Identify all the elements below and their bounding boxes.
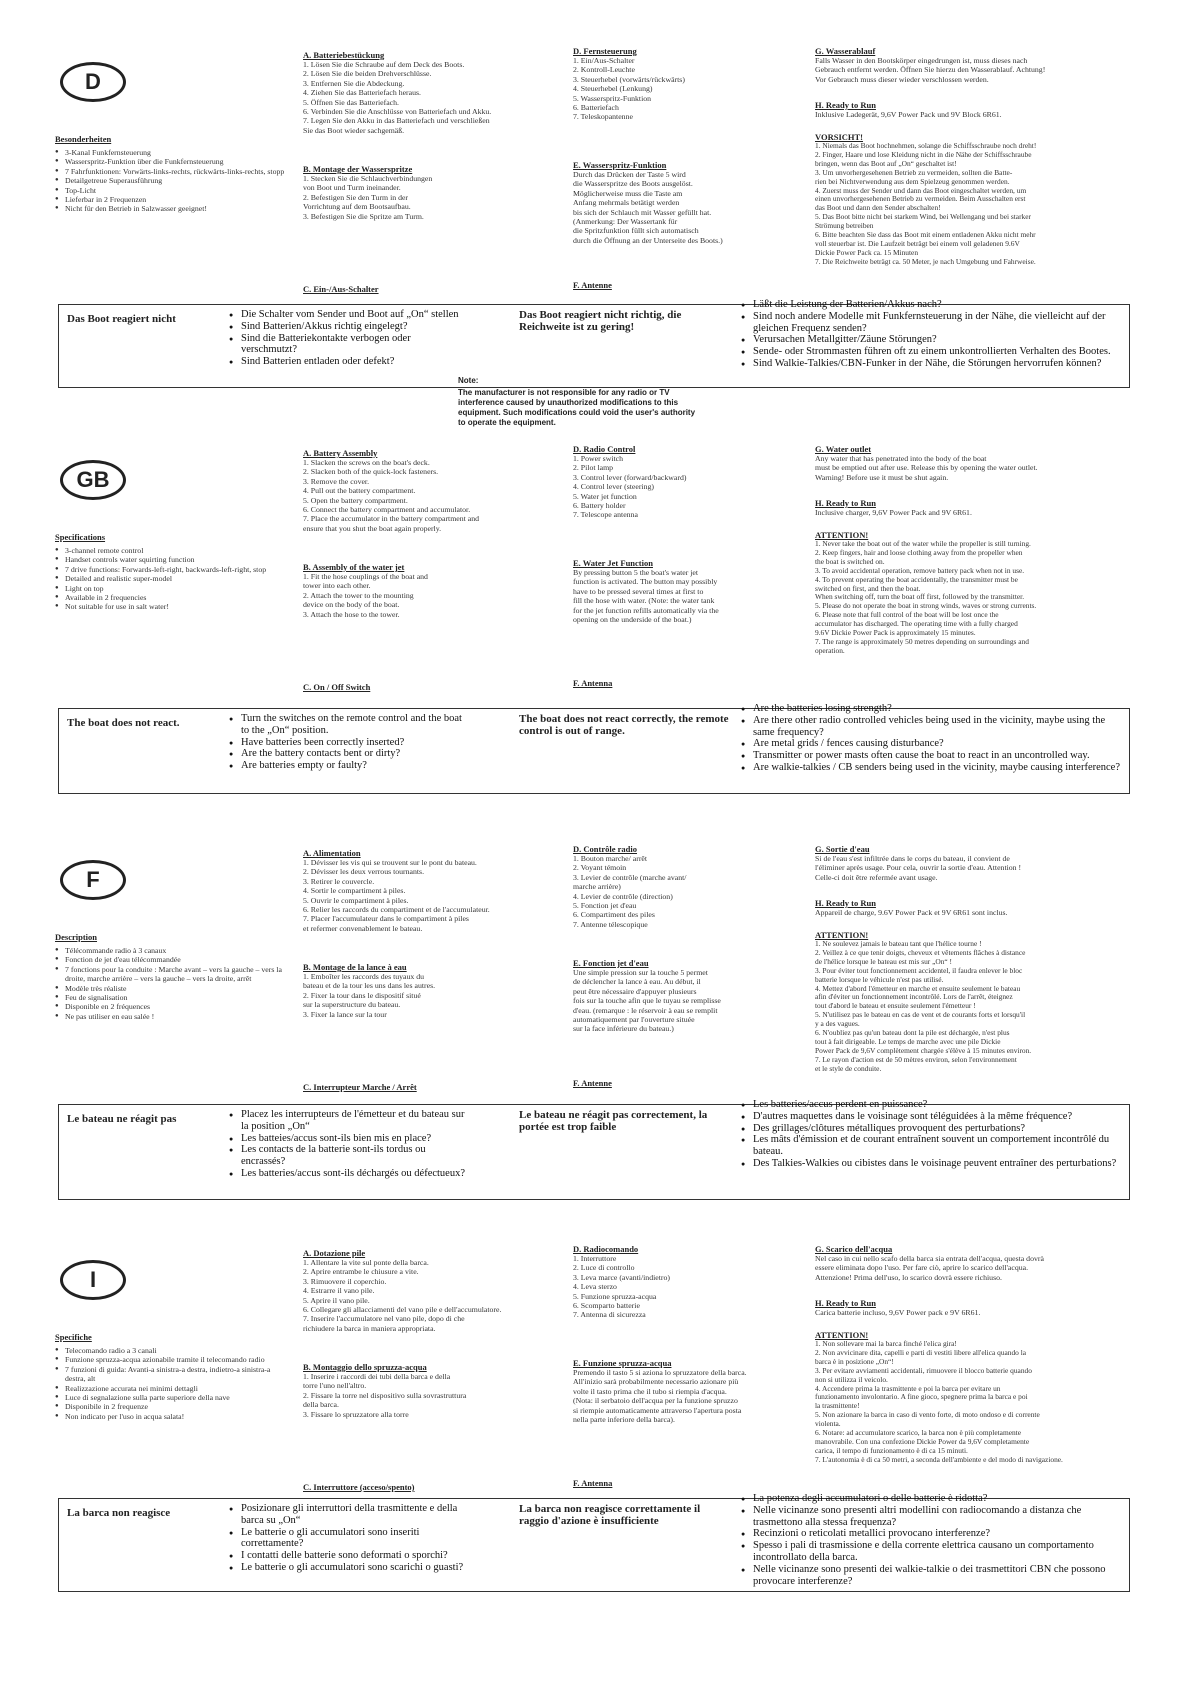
spec-item: ● 3-Kanal Funkfernsteuerung <box>55 148 285 157</box>
spec-item: ● Handset controls water squirting function <box>55 555 285 564</box>
specifications-title: Description <box>55 932 98 942</box>
section-a-text: 1. Lösen Sie die Schraube auf dem Deck des Boots. 2. Lösen Sie die beiden Drehverschlüsse. 3. Entfernen Sie die Abdeckung. 4. Ziehen Sie das Batteriefach heraus. 5. Öffnen Sie das Batteriefach. 6. Verbinden Sie die Anschlüsse von Batteriefach und Akku. 7. Legen Sie den Akku in das Batteriefach und verschließen Sie das Boot wieder sachgemäß. <box>303 60 492 135</box>
trouble-item: ● Les batteies/accus sont-ils bien mis en place? <box>229 1133 469 1145</box>
section-e-title: E. Funzione spruzza-acqua <box>573 1358 672 1368</box>
section-a-text: 1. Dévisser les vis qui se trouvent sur le pont du bateau. 2. Dévisser les deux verrous tournants. 3. Retirer le couvercle. 4. Sortir le compartiment à piles. 5. Ouvrir le compartiment à piles. 6. Relier les raccords du compartiment et de l'accumulateur. 7. Placer l'accumulateur dans le compartiment à piles et refermer convenablement le bateau. <box>303 858 490 933</box>
trouble-item: ● Recinzioni o reticolati metallici provocano interferenze? <box>741 1528 1121 1540</box>
trouble-item: ● Sind Walkie-Talkies/CBN-Funker in der Nähe, die Störungen hervorrufen können? <box>741 358 1121 370</box>
trouble-item: ● Sind Batterien entladen oder defekt? <box>229 356 469 368</box>
section-d-title: D. Radio Control <box>573 444 636 454</box>
section-b-text: 1. Emboîter les raccords des tuyaux du bateau et de la tour les uns dans les autres. 2. Fixer la tour dans le dispositif situé sur la superstructure du bateau. 3. Fixer la lance sur la tour <box>303 972 436 1019</box>
specifications-title: Specifiche <box>55 1332 92 1342</box>
spec-item: ● Disponibile in 2 frequenze <box>55 1402 285 1411</box>
section-a-title: A. Dotazione pile <box>303 1248 366 1258</box>
trouble-item: ● Are the battery contacts bent or dirty? <box>229 748 469 760</box>
section-a-text: 1. Allentare la vite sul ponte della barca. 2. Aprire entrambe le chiusure a vite. 3. Rimuovere il coperchio. 4. Estrarre il vano pile. 5. Aprire il vano pile. 6. Collegare gli allacciamenti del vano pile e dell'accumulatore. 7. Inserire l'accumulatore nel vano pile, dopo di che richiudere la barca in maniera appropriata. <box>303 1258 502 1333</box>
section-g-title: G. Scarico dell'acqua <box>815 1244 893 1254</box>
trouble-item: ● Transmitter or power masts often cause the boat to react in an uncontrolled way. <box>741 750 1121 762</box>
section-g-title: G. Sortie d'eau <box>815 844 870 854</box>
section-h-text: Inklusive Ladegerät, 9,6V Power Pack und 9V Block 6R61. <box>815 110 1002 119</box>
section-a-text: 1. Slacken the screws on the boat's deck. 2. Slacken both of the quick-lock fasteners. 3. Remove the cover. 4. Pull out the battery compartment. 5. Open the battery compartment. 6. Connect the battery compartment and accumulator. 7. Place the accumulator in the battery compartment and ensure that you shut the boat again properly. <box>303 458 480 533</box>
section-d-title: D. Contrôle radio <box>573 844 637 854</box>
section-g-title: G. Wasserablauf <box>815 46 876 56</box>
trouble-list-range <box>741 703 1121 774</box>
section-b-title: B. Assembly of the water jet <box>303 562 405 572</box>
section-g-text: Any water that has penetrated into the body of the boat must be emptied out after use. Release this by opening the water outlet. Warning! Before use it must be shut again. <box>815 454 1038 482</box>
section-g-title: G. Water outlet <box>815 444 872 454</box>
trouble-item: ● Are metal grids / fences causing disturbance? <box>741 738 1121 750</box>
trouble-item: ● Sind noch andere Modelle mit Funkfernsteuerung in der Nähe, die vielleicht auf der gleichen Frequenz senden? <box>741 311 1121 335</box>
trouble-item: ● Les contacts de la batterie sont-ils tordus ou encrassés? <box>229 1144 469 1168</box>
section-g-text: Falls Wasser in den Bootskörper eingedrungen ist, muss dieses nach Gebrauch entfernt werden. Öffnen Sie hierzu den Wasserablauf. Achtung! Vor Gebrauch muss dieser wieder verschlossen werden. <box>815 56 1046 84</box>
section-b-title: B. Montage de la lance à eau <box>303 962 407 972</box>
note-text: The manufacturer is not responsible for any radio or TV interference caused by unauthorized modifications to this equipment. Such modifications could void the user's authority to operate the equipment. <box>458 388 696 427</box>
trouble-label-range: The boat does not react correctly, the remote control is out of range. <box>519 713 729 737</box>
spec-item: ● Disponible en 2 fréquences <box>55 1002 285 1011</box>
section-b-text: 1. Stecken Sie die Schlauchverbindungen von Boot und Turm ineinander. 2. Befestigen Sie den Turm in der Vorrichtung auf dem Bootsaufbau. 3. Befestigen Sie die Spritze am Turm. <box>303 174 433 221</box>
trouble-list-range <box>741 1099 1121 1170</box>
specifications-title: Besonderheiten <box>55 134 112 144</box>
trouble-item: ● Turn the switches on the remote control and the boat to the „On“ position. <box>229 713 469 737</box>
specifications-list <box>55 148 285 214</box>
trouble-item: ● I contatti delle batterie sono deformati o sporchi? <box>229 1550 469 1562</box>
section-f-title: F. Antenne <box>573 1078 612 1088</box>
spec-item: ● Available in 2 frequencies <box>55 593 285 602</box>
trouble-item: ● Die Schalter vom Sender und Boot auf „On“ stellen <box>229 309 469 321</box>
spec-item: ● Light on top <box>55 584 285 593</box>
trouble-item: ● Sind die Batteriekontakte verbogen oder verschmutzt? <box>229 333 469 357</box>
attention-title: ATTENTION! <box>815 930 869 940</box>
section-f-title: F. Antenna <box>573 1478 613 1488</box>
trouble-item: ● Verursachen Metallgitter/Zäune Störungen? <box>741 334 1121 346</box>
note-title: Note: <box>458 376 479 385</box>
section-d-text: 1. Power switch 2. Pilot lamp 3. Control lever (forward/backward) 4. Control lever (steering) 5. Water jet function 6. Battery holder 7. Telescope antenna <box>573 454 687 520</box>
trouble-item: ● Are the batteries losing strength? <box>741 703 1121 715</box>
section-b-title: B. Montaggio dello spruzza-acqua <box>303 1362 427 1372</box>
spec-item: ● Wasserspritz-Funktion über die Funkfernsteuerung <box>55 157 285 166</box>
attention-text: 1. Non sollevare mai la barca finché l'elica gira! 2. Non avvicinare dita, capelli e parti di vestiti libere all'elica quando la barca è in posizione „On“! 3. Per evitare avviamenti accidentali, rimuovere il blocco batterie quando non si utilizza il veicolo. 4. Accendere prima la trasmittente e poi la barca per evitare un funzionamento involontario. A fine gioco, spegnere prima la barca e poi la trasmittente! 5. Non azionare la barca in caso di vento forte, di moto ondoso e di corrente violenta. 6. Notare: ad accumulatore scarico, la barca non è più completamente manovrabile. Con una confezione Dickie Power da 9,6V completamente carica, il tempo di funzionamento è di ca 15 minuti. 7. L'autonomia è di ca 50 metri, a seconda dell'ambiente e del modo di navigazione. <box>815 1339 1063 1464</box>
section-e-title: E. Fonction jet d'eau <box>573 958 649 968</box>
spec-item: ● Luce di segnalazione sulla parte superiore della nave <box>55 1393 285 1402</box>
section-b-title: B. Montage der Wasserspritze <box>303 164 413 174</box>
section-h-text: Appareil de charge, 9.6V Power Pack et 9V 6R61 sont inclus. <box>815 908 1008 917</box>
spec-item: ● 7 Fahrfunktionen: Vorwärts-links-rechts, rückwärts-links-rechts, stopp <box>55 167 285 176</box>
trouble-label-range: Das Boot reagiert nicht richtig, die Reichweite ist zu gering! <box>519 309 682 333</box>
trouble-label-range: La barca non reagisce correttamente il raggio d'azione è insufficiente <box>519 1503 701 1527</box>
troubleshooting-box <box>58 1099 1130 1200</box>
section-g-text: Nel caso in cui nello scafo della barca sia entrata dell'acqua, questa dovrà essere eliminata dopo l'uso. Per fare ciò, aprire lo scarico dell'acqua. Attenzione! Prima dell'uso, lo scarico dovrà essere richiuso. <box>815 1254 1044 1282</box>
language-badge: D <box>60 62 126 102</box>
spec-item: ● Télécommande radio à 3 canaux <box>55 946 285 955</box>
trouble-item: ● Des Talkies-Walkies ou cibistes dans le voisinage peuvent entraîner des perturbations? <box>741 1158 1121 1170</box>
section-a-title: A. Batteriebestückung <box>303 50 385 60</box>
trouble-item: ● Have batteries been correctly inserted? <box>229 737 469 749</box>
attention-text: 1. Ne soulevez jamais le bateau tant que l'hélice tourne ! 2. Veillez à ce que tenir doigts, cheveux et vêtements flâches à distance de l'hélice lorsque le bateau est mis sur „On“ ! 3. Pour éviter tout fonctionnement accidentel, il faudra enlever le bloc batterie lorsque le véhicule n'est pas utilisé. 4. Mettez d'abord l'émetteur en marche et ensuite seulement le bateau afin d'éviter un fonctionnement incontrôlé. Lors de l'arrêt, éteignez tout d'abord le bateau et ensuite seulement l'émetteur ! 5. N'utilisez pas le bateau en cas de vent et de courants forts et lorsqu'il y a des vagues. 6. N'oubliez pas qu'un bateau dont la pile est déchargée, n'est plus tout à fait dirigeable. Le temps de marche avec une pile Dickie Power Pack de 9,6V complètement chargée s'élève à 15 minutes environ. 7. Le rayon d'action est de 50 mètres environ, selon l'environnement et le style de conduite. <box>815 939 1032 1073</box>
spec-item: ● Lieferbar in 2 Frequenzen <box>55 195 285 204</box>
section-d-text: 1. Bouton marche/ arrêt 2. Voyant témoin 3. Levier de contrôle (marche avant/ marche arrière) 4. Levier de contrôle (direction) 5. Fonction jet d'eau 6. Compartiment des piles 7. Antenne télescopique <box>573 854 687 929</box>
spec-item: ● Fonction de jet d'eau télécommandée <box>55 955 285 964</box>
spec-item: ● Modèle très réaliste <box>55 984 285 993</box>
spec-item: ● Detailgetreue Superausführung <box>55 176 285 185</box>
trouble-item: ● Nelle vicinanze sono presenti altri modellini con radiocomando a distanza che trasmettono alla stessa frequenza? <box>741 1505 1121 1529</box>
section-d-title: D. Radiocomando <box>573 1244 639 1254</box>
spec-item: ● Not suitable for use in salt water! <box>55 602 285 611</box>
trouble-list-range <box>741 299 1121 370</box>
trouble-item: ● La potenza degli accumulatori o delle batterie è ridotta? <box>741 1493 1121 1505</box>
section-c-title: C. Interruttore (acceso/spento) <box>303 1482 415 1492</box>
trouble-list-no-reaction <box>229 1503 469 1574</box>
section-c-title: C. Interrupteur Marche / Arrêt <box>303 1082 417 1092</box>
section-c-title: C. Ein-/Aus-Schalter <box>303 284 379 294</box>
section-h-title: H. Ready to Run <box>815 898 876 908</box>
trouble-item: ● Sende- oder Strommasten führen oft zu einem unkontrollierten Verhalten des Bootes. <box>741 346 1121 358</box>
spec-item: ● 7 drive functions: Forwards-left-right, backwards-left-right, stop <box>55 565 285 574</box>
section-e-text: Premendo il tasto 5 si aziona lo spruzzatore della barca. All'inizio sarà probabilmente necessario azionare più volte il tasto prima che il tubo si riempia d'acqua. (Nota: il serbatoio dell'acqua per la funzione spruzzo si riempie automaticamente attraverso l'apertura posta nella parte inferiore della barca). <box>573 1368 747 1425</box>
spec-item: ● 7 funzioni di guida: Avanti-a sinistra-a destra, indietro-a sinistra-a destra, alt <box>55 1365 285 1384</box>
trouble-item: ● Des grillages/clôtures métalliques provoquent des perturbations? <box>741 1123 1121 1135</box>
section-d-title: D. Fernsteuerung <box>573 46 637 56</box>
trouble-list-no-reaction <box>229 713 469 772</box>
spec-item: ● Ne pas utiliser en eau salée ! <box>55 1012 285 1021</box>
specifications-title: Specifications <box>55 532 106 542</box>
section-e-title: E. Wasserspritz-Funktion <box>573 160 667 170</box>
trouble-item: ● Spesso i pali di trasmissione e della corrente elettrica causano un comportamento incontrollato della barca. <box>741 1540 1121 1564</box>
section-d-text: 1. Interruttore 2. Luce di controllo 3. Leva marce (avanti/indietro) 4. Leva sterzo 5. Funzione spruzza-acqua 6. Scomparto batterie 7. Antenna di sicurezza <box>573 1254 670 1320</box>
trouble-item: ● Placez les interrupteurs de l'émetteur et du bateau sur la position „On“ <box>229 1109 469 1133</box>
section-h-title: H. Ready to Run <box>815 498 876 508</box>
trouble-item: ● Le batterie o gli accumulatori sono scarichi o guasti? <box>229 1562 469 1574</box>
language-badge: I <box>60 1260 126 1300</box>
trouble-list-no-reaction <box>229 309 469 368</box>
attention-title: ATTENTION! <box>815 1330 869 1340</box>
section-a-title: A. Battery Assembly <box>303 448 378 458</box>
specifications-list <box>55 1346 285 1421</box>
trouble-list-no-reaction <box>229 1109 469 1180</box>
section-e-text: Durch das Drücken der Taste 5 wird die Wasserspritze des Boots ausgelöst. Möglicherweise muss die Taste am Anfang mehrmals betätigt werden bis sich der Schlauch mit Wasser gefüllt hat. (Anmerkung: Der Wassertank für die Spritzfunktion füllt sich automatisch durch die Öffnung an der Unterseite des Boots.) <box>573 170 723 245</box>
spec-item: ● Telecomando radio a 3 canali <box>55 1346 285 1355</box>
trouble-item: ● Nelle vicinanze sono presenti dei walkie-talkie o dei trasmettitori CBN che possono provocare interferenze? <box>741 1564 1121 1588</box>
section-h-title: H. Ready to Run <box>815 100 876 110</box>
spec-item: ● Realizzazione accurata nei minimi dettagli <box>55 1384 285 1393</box>
trouble-item: ● Les batteries/accus sont-ils déchargés ou défectueux? <box>229 1168 469 1180</box>
spec-item: ● Funzione spruzza-acqua azionabile tramite il telecomando radio <box>55 1355 285 1364</box>
specifications-list <box>55 946 285 1021</box>
attention-title: ATTENTION! <box>815 530 869 540</box>
spec-item: ● Feu de signalisation <box>55 993 285 1002</box>
troubleshooting-box <box>58 299 1130 388</box>
trouble-label-no-reaction: Das Boot reagiert nicht <box>67 313 176 325</box>
section-g-text: Si de l'eau s'est infiltrée dans le corps du bateau, il convient de l'éliminer après usage. Pour cela, ouvrir la sortie d'eau. Attention ! Celle-ci doit être refermée avant usage. <box>815 854 1022 882</box>
section-e-title: E. Water Jet Function <box>573 558 653 568</box>
trouble-item: ● Le batterie o gli accumulatori sono inseriti correttamente? <box>229 1527 469 1551</box>
spec-item: ● Detailed and realistic super-model <box>55 574 285 583</box>
trouble-item: ● Läßt die Leistung der Batterien/Akkus nach? <box>741 299 1121 311</box>
troubleshooting-box <box>58 1493 1130 1592</box>
attention-title: VORSICHT! <box>815 132 864 142</box>
section-e-text: By pressing button 5 the boat's water jet function is activated. The button may possibly have to be pressed several times at first to fill the hose with water. (Note: the water tank for the jet function refills automatically via the opening on the underside of the boat.) <box>573 568 719 625</box>
section-a-title: A. Alimentation <box>303 848 361 858</box>
section-f-title: F. Antenna <box>573 678 613 688</box>
trouble-item: ● Are batteries empty or faulty? <box>229 760 469 772</box>
trouble-item: ● D'autres maquettes dans le voisinage sont téléguidées à la même fréquence? <box>741 1111 1121 1123</box>
specifications-list <box>55 546 285 612</box>
section-b-text: 1. Fit the hose couplings of the boat and tower into each other. 2. Attach the tower to the mounting device on the body of the boat. 3. Attach the hose to the tower. <box>303 572 428 619</box>
language-badge: F <box>60 860 126 900</box>
trouble-item: ● Les mâts d'émission et de courant entraînent souvent un comportement incontrôlé du bateau. <box>741 1134 1121 1158</box>
spec-item: ● 3-channel remote control <box>55 546 285 555</box>
section-e-text: Une simple pression sur la touche 5 permet de déclencher la lance à eau. Au début, il peut être nécessaire d'appuyer plusieurs fois sur la touche afin que le tuyau se remplisse d'eau. (remarque : le réservoir à eau se remplit automatiquement par l'ouverture située sur la face inférieure du bateau.) <box>573 968 721 1034</box>
trouble-label-no-reaction: The boat does not react. <box>67 717 180 729</box>
section-c-title: C. On / Off Switch <box>303 682 371 692</box>
trouble-label-range: Le bateau ne réagit pas correctement, la portée est trop faible <box>519 1109 708 1133</box>
section-f-title: F. Antenne <box>573 280 612 290</box>
spec-item: ● Nicht für den Betrieb in Salzwasser geeignet! <box>55 204 285 213</box>
language-badge: GB <box>60 460 126 500</box>
section-h-title: H. Ready to Run <box>815 1298 876 1308</box>
section-h-text: Carica batterie incluso, 9,6V Power pack e 9V 6R61. <box>815 1308 981 1317</box>
trouble-item: ● Are walkie-talkies / CB senders being used in the vicinity, maybe causing interference? <box>741 762 1121 774</box>
troubleshooting-box <box>58 703 1130 794</box>
spec-item: ● Non indicato per l'uso in acqua salata! <box>55 1412 285 1421</box>
trouble-item: ● Sind Batterien/Akkus richtig eingelegt? <box>229 321 469 333</box>
spec-item: ● Top-Licht <box>55 186 285 195</box>
attention-text: 1. Niemals das Boot hochnehmen, solange die Schiffsschraube noch dreht! 2. Finger, Haare und lose Kleidung nicht in die Nähe der Schiffsschraube bringen, wenn das Boot auf „On“ geschaltet ist! 3. Um unvorhergesehenen Betrieb zu vermeiden, sollten die Batte- rien bei Nichtverwendung aus dem Spielzeug genommen werden. 4. Zuerst muss der Sender und dann das Boot eingeschaltet werden, um einen unvorhergesehenen Betrieb zu vermeiden. Beim Ausschalten erst das Boot und dann den Sender abschalten! 5. Das Boot bitte nicht bei starkem Wind, bei Wellengang und bei starker Strömung betreiben 6. Bitte beachten Sie dass das Boot mit einem entladenen Akku nicht mehr voll steuerbar ist. Die Laufzeit beträgt bei einem voll geladenen 9.6V Dickie Power Pack ca. 15 Minuten 7. Die Reichweite beträgt ca. 50 Meter, je nach Umgebung und Fahrweise. <box>815 141 1037 266</box>
trouble-item: ● Are there other radio controlled vehicles being used in the vicinity, maybe using the same frequency? <box>741 715 1121 739</box>
section-b-text: 1. Inserire i raccordi dei tubi della barca e della torre l'uno nell'altro. 2. Fissare la torre nel dispositivo sulla sovrastruttura della barca. 3. Fissare lo spruzzatore alla torre <box>303 1372 467 1419</box>
trouble-item: ● Les batteries/accus perdent en puissance? <box>741 1099 1121 1111</box>
section-h-text: Inclusive charger, 9,6V Power Pack and 9V 6R61. <box>815 508 972 517</box>
trouble-list-range <box>741 1493 1121 1587</box>
trouble-item: ● Posizionare gli interruttori della trasmittente e della barca su „On“ <box>229 1503 469 1527</box>
trouble-label-no-reaction: Le bateau ne réagit pas <box>67 1113 177 1125</box>
attention-text: 1. Never take the boat out of the water while the propeller is still turning. 2. Keep fingers, hair and loose clothing away from the propeller when the boat is switched on. 3. To avoid accidental operation, remove battery pack when not in use. 4. To prevent operating the boat accidentally, the transmitter must be switched on first, and then the boat. When switching off, turn the boat off first, followed by the transmitter. 5. Please do not operate the boat in strong winds, waves or strong currents. 6. Please note that full control of the boat will be lost once the accumulator has discharged. The operating time with a fully charged 9.6V Dickie Power Pack is approximately 15 minutes. 7. The range is approximately 50 metres depending on surroundings and operation. <box>815 539 1037 655</box>
section-d-text: 1. Ein/Aus-Schalter 2. Kontroll-Leuchte 3. Steuerhebel (vorwärts/rückwärts) 4. Steuerhebel (Lenkung) 5. Wasserspritz-Funktion 6. Batteriefach 7. Teleskopantenne <box>573 56 685 122</box>
spec-item: ● 7 fonctions pour la conduite : Marche avant – vers la gauche – vers la droite, marche arrière – vers la gauche – vers la droite, arrêt <box>55 965 285 984</box>
trouble-label-no-reaction: La barca non reagisce <box>67 1507 171 1519</box>
